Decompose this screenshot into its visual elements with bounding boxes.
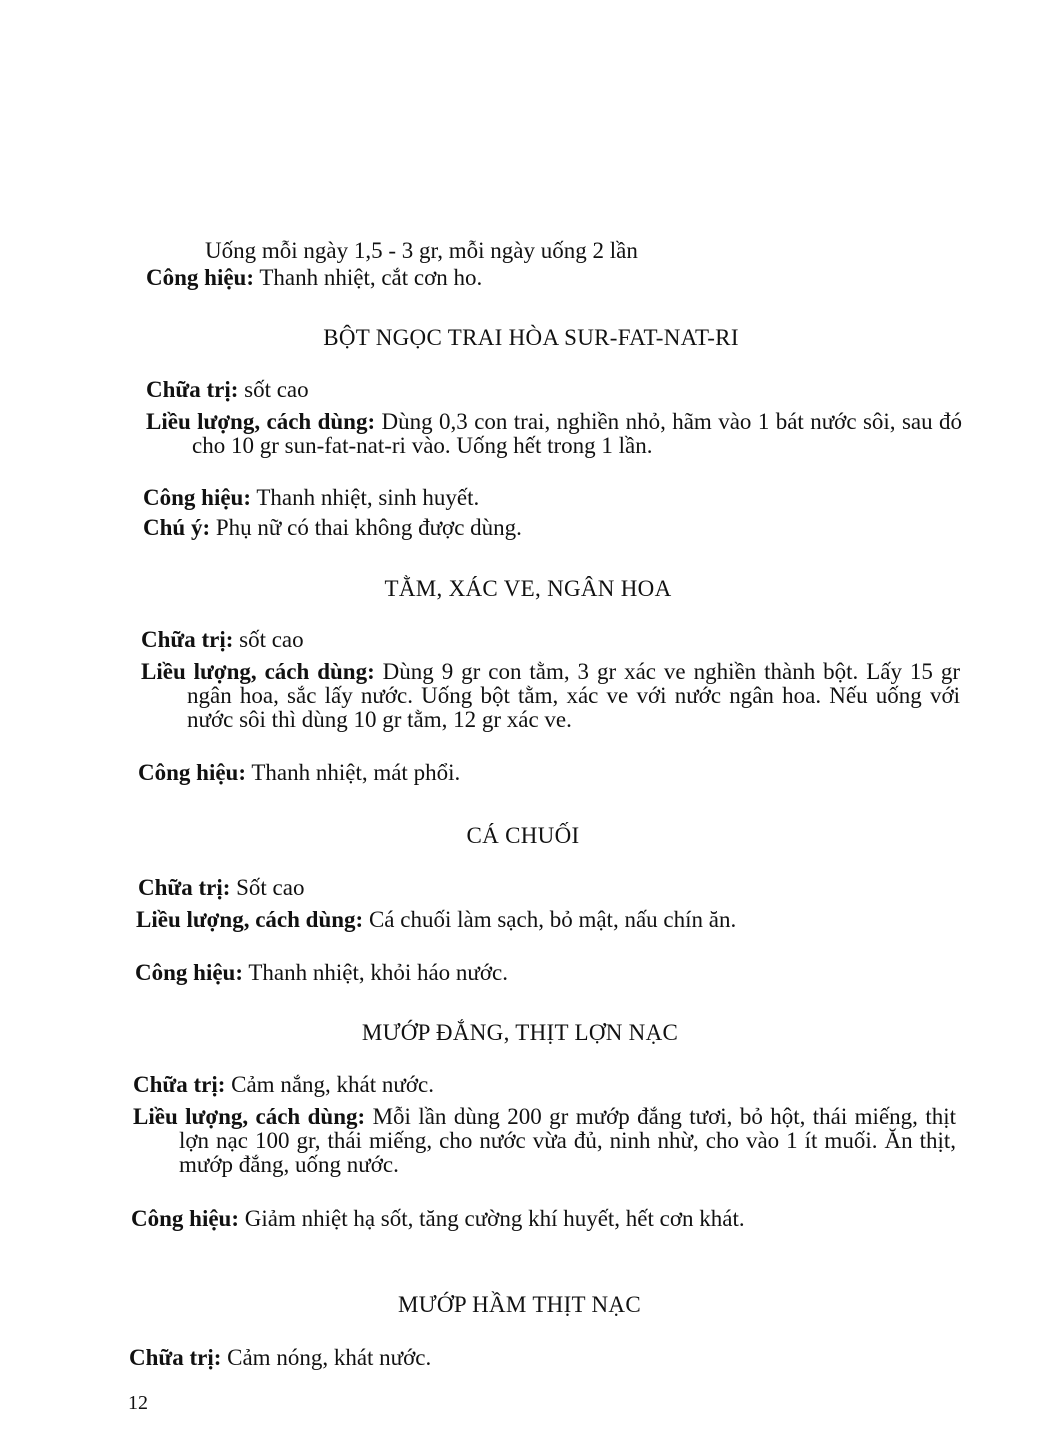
dose-label: Liều lượng, cách dùng:	[146, 409, 376, 434]
section-title: MƯỚP HẦM THỊT NẠC	[398, 1292, 641, 1317]
effect-label: Công hiệu:	[131, 1206, 239, 1231]
effect-text: Thanh nhiệt, cắt cơn ho.	[254, 265, 483, 290]
dose-label: Liều lượng, cách dùng:	[136, 907, 364, 932]
treat-line	[133, 1072, 434, 1098]
dose-text: Dùng 0,3 con trai, nghiền nhỏ, hãm vào 1 bát nước sôi, sau đó cho 10 gr sun-fat-nat-ri vào. Uống hết trong 1 lần.	[192, 409, 962, 458]
effect-text: Thanh nhiệt, mát phổi.	[246, 760, 461, 785]
dose-paragraph	[141, 660, 960, 732]
effect-text: Thanh nhiệt, sinh huyết.	[251, 485, 480, 510]
dose-label: Liều lượng, cách dùng:	[133, 1104, 366, 1129]
effect-label: Công hiệu:	[135, 960, 243, 985]
treat-line	[141, 627, 304, 653]
treat-line	[138, 875, 304, 901]
intro-dosage-line: Uống mỗi ngày 1,5 - 3 gr, mỗi ngày uống 2 lần	[205, 238, 638, 263]
effect-paragraph	[131, 1207, 954, 1231]
treat-label: Chữa trị:	[138, 875, 231, 900]
note-text: Phụ nữ có thai không được dùng.	[210, 515, 522, 540]
dose-paragraph	[146, 410, 962, 458]
treat-label: Chữa trị:	[146, 377, 239, 402]
treat-text: Sốt cao	[230, 875, 305, 900]
page-number: 12	[128, 1392, 148, 1414]
treat-text: Cảm nóng, khát nước.	[221, 1345, 432, 1370]
intro-effect	[146, 265, 482, 291]
dose-text: Dùng 9 gr con tằm, 3 gr xác ve nghiền thành bột. Lấy 15 gr ngân hoa, sắc lấy nước. Uống bột tằm, xác ve với nước ngân hoa. Nếu uống với nước sôi thì dùng 10 gr tằm, 12 gr xác ve.	[187, 659, 960, 732]
treat-line	[146, 377, 309, 403]
treat-label: Chữa trị:	[129, 1345, 222, 1370]
section-title: TẰM, XÁC VE, NGÂN HOA	[384, 576, 672, 601]
effect-line	[135, 960, 508, 986]
section-title: CÁ CHUỐI	[466, 823, 580, 848]
dose-paragraph	[133, 1105, 956, 1177]
treat-text: sốt cao	[238, 377, 309, 402]
effect-line	[138, 760, 460, 786]
effect-label: Công hiệu:	[138, 760, 246, 785]
dose-text: Mỗi lần dùng 200 gr mướp đắng tươi, bỏ hột, thái miếng, thịt lợn nạc 100 gr, thái miếng, cho nước vừa đủ, ninh nhừ, cho vào 1 ít muối. Ăn thịt, mướp đắng, uống nước.	[179, 1104, 956, 1177]
treat-line	[129, 1345, 431, 1371]
treat-label: Chữa trị:	[133, 1072, 226, 1097]
note-label: Chú ý:	[143, 515, 211, 540]
effect-label: Công hiệu:	[146, 265, 254, 290]
treat-text: sốt cao	[233, 627, 304, 652]
section-title: BỘT NGỌC TRAI HÒA SUR-FAT-NAT-RI	[323, 325, 739, 350]
treat-text: Cảm nắng, khát nước.	[225, 1072, 434, 1097]
effect-text: Thanh nhiệt, khỏi háo nước.	[243, 960, 509, 985]
section-title: MƯỚP ĐẮNG, THỊT LỢN NẠC	[361, 1020, 679, 1045]
effect-text: Giảm nhiệt hạ sốt, tăng cường khí huyết, hết cơn khát.	[239, 1206, 745, 1231]
note-line	[143, 515, 522, 541]
treat-label: Chữa trị:	[141, 627, 234, 652]
dose-paragraph	[136, 908, 958, 932]
effect-label: Công hiệu:	[143, 485, 251, 510]
dose-text: Cá chuối làm sạch, bỏ mật, nấu chín ăn.	[363, 907, 737, 932]
effect-line	[143, 485, 479, 511]
dose-label: Liều lượng, cách dùng:	[141, 659, 375, 684]
